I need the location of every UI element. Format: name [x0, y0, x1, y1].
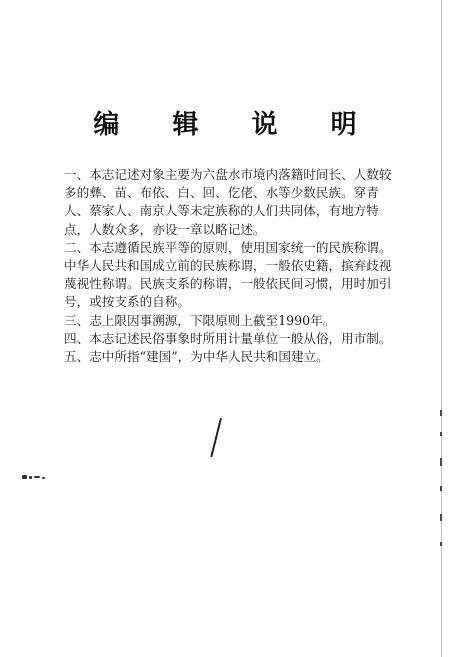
paragraph-5: 五、志中所指“建国”，为中华人民共和国建立。 [64, 349, 329, 365]
paragraph-1: 一、本志记述对象主要为六盘水市境内落籍时间长、人数较多的彝、苗、布依、白、回、仡佬、水等少数民族。穿青人、蔡家人、南京人等未定族称的人们共同体，有地方特点，人数众多，亦设一章以略记述。 [64, 167, 392, 237]
page-title: 编 辑 说 明 [93, 110, 379, 140]
scan-edge-dots [436, 410, 446, 560]
paragraph-2: 二、本志遵循民族平等的原则，使用国家统一的民族称谓。中华人民共和国成立前的民族称谓，一般依史籍，摈弃歧视蔑视性称谓。民族支系的称谓，一般依民间习惯，用时加引号，或按支系的自称。 [64, 239, 392, 310]
paragraph-4: 四、本志记述民俗事象时所用计量单位一般从俗，用市制。 [64, 330, 392, 346]
document-body [64, 166, 394, 366]
paragraph-3: 三、志上限因事溯源，下限原则上截至1990年。 [64, 312, 336, 328]
scan-smudge-mark [22, 474, 48, 480]
scan-slash-mark [210, 418, 222, 457]
